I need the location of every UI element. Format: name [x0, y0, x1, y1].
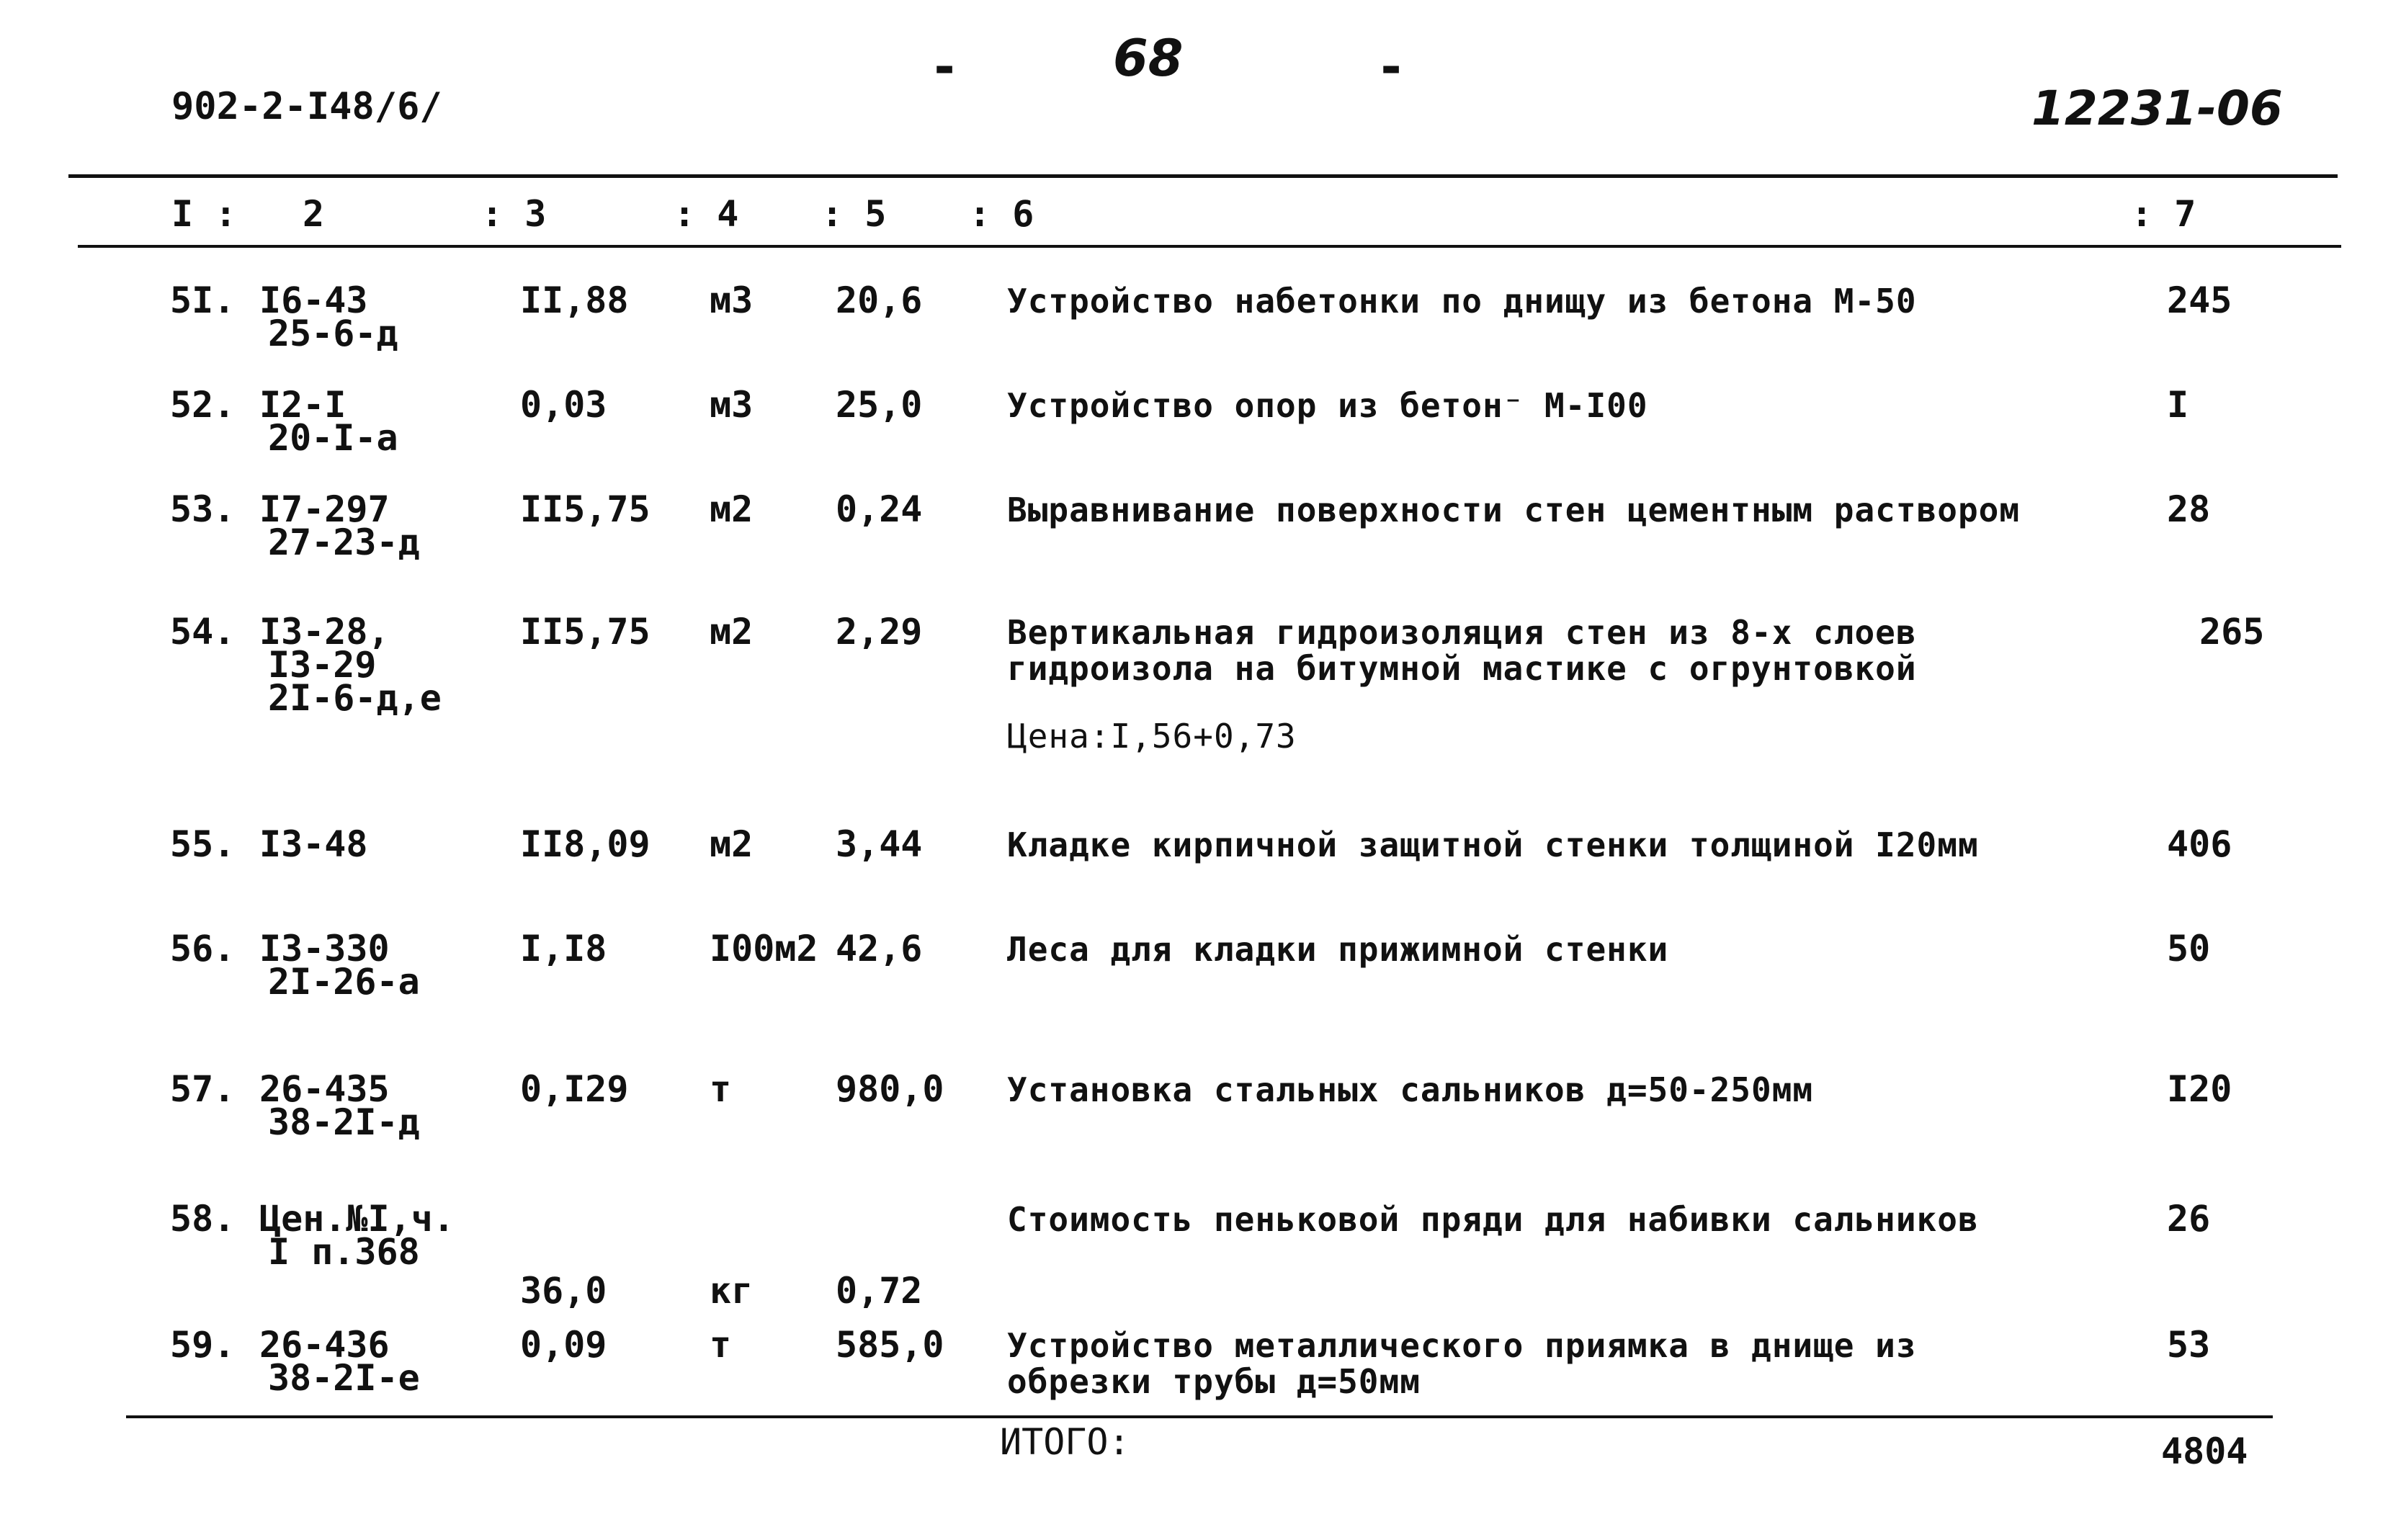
unit: м3 — [710, 384, 754, 426]
norm-code: Цен.№I,ч. — [259, 1198, 455, 1240]
top-rule — [68, 174, 2338, 178]
work-description: Леса для кладки прижимной стенки — [1007, 930, 1669, 969]
norm-code-secondary: I п.368 — [268, 1231, 420, 1273]
header-bottom-rule — [78, 245, 2341, 248]
row-total: 53 — [2167, 1324, 2211, 1366]
work-description: Устройство набетонки по днищу из бетона М-50 — [1007, 282, 1917, 321]
column-heading-6: : 6 — [969, 193, 1034, 235]
row-total: 265 — [2199, 611, 2265, 653]
work-description: Выравнивание поверхности стен цементным раствором — [1007, 491, 2021, 529]
unit-price: 0,72 — [836, 1270, 923, 1312]
archive-number: 12231-06 — [2031, 81, 2283, 136]
row-number: 59. — [170, 1324, 236, 1366]
unit: т — [710, 1068, 732, 1110]
unit: м2 — [710, 823, 754, 865]
norm-code: I7-297 — [259, 488, 390, 530]
page-dash-left: - — [929, 37, 960, 97]
norm-code-secondary: 38-2I-д — [268, 1101, 420, 1143]
row-number: 58. — [170, 1198, 236, 1240]
row-number: 54. — [170, 611, 236, 653]
unit: м2 — [710, 611, 754, 653]
norm-code: I3-28, — [259, 611, 390, 653]
unit-price: 42,6 — [836, 928, 923, 970]
quantity: II8,09 — [520, 823, 650, 865]
quantity: 0,I29 — [520, 1068, 629, 1110]
row-total: 50 — [2167, 928, 2211, 970]
column-heading-4: : 4 — [674, 193, 739, 235]
grand-total: 4804 — [2161, 1431, 2248, 1472]
work-description: Стоимость пеньковой пряди для набивки сальников — [1007, 1200, 1979, 1239]
unit-price: 20,6 — [836, 279, 923, 321]
unit-price: 25,0 — [836, 384, 923, 426]
column-heading-2: 2 — [303, 193, 325, 235]
document-code: 902-2-I48/6/ — [171, 85, 442, 128]
row-total: I20 — [2167, 1068, 2232, 1110]
row-number: 5I. — [170, 279, 236, 321]
quantity: I,I8 — [520, 928, 607, 970]
norm-code-secondary: 25-6-д — [268, 313, 398, 354]
work-description: Кладке кирпичной защитной стенки толщиной I20мм — [1007, 825, 1979, 864]
row-total: 245 — [2167, 279, 2232, 321]
unit: кг — [710, 1270, 754, 1312]
norm-code: I2-I — [259, 384, 347, 426]
row-total: I — [2167, 384, 2189, 426]
row-total: 26 — [2167, 1198, 2211, 1240]
quantity: 36,0 — [520, 1270, 607, 1312]
unit-price: 2,29 — [836, 611, 923, 653]
column-heading-7: : 7 — [2131, 193, 2196, 235]
norm-code: I3-48 — [259, 823, 368, 865]
column-heading-3: : 3 — [481, 193, 547, 235]
page-dash-right: - — [1376, 37, 1407, 97]
row-number: 53. — [170, 488, 236, 530]
row-number: 52. — [170, 384, 236, 426]
unit-price: 585,0 — [836, 1324, 944, 1366]
norm-code-secondary: I3-29 — [268, 644, 377, 686]
work-description: Вертикальная гидроизоляция стен из 8-х слоев — [1007, 613, 1917, 652]
work-description: Устройство металлического приямка в днище из — [1007, 1326, 1917, 1365]
norm-code: I3-330 — [259, 928, 390, 970]
column-heading-1: I : — [171, 193, 237, 235]
unit-price: 0,24 — [836, 488, 923, 530]
norm-code: 26-436 — [259, 1324, 390, 1366]
row-total: 28 — [2167, 488, 2211, 530]
price-note: Цена:I,56+0,73 — [1007, 717, 1297, 756]
norm-code-secondary: 2I-26-а — [268, 961, 420, 1003]
work-description: Устройство опор из бетон⁻ М-I00 — [1007, 386, 1648, 425]
quantity: II5,75 — [520, 488, 650, 530]
row-total: 406 — [2167, 823, 2232, 865]
work-description: Установка стальных сальников д=50-250мм — [1007, 1070, 1814, 1109]
norm-code-secondary: 20-I-а — [268, 417, 398, 459]
unit: м2 — [710, 488, 754, 530]
norm-code: 26-435 — [259, 1068, 390, 1110]
norm-code-secondary: 38-2I-е — [268, 1357, 420, 1399]
work-description-line2: обрезки трубы д=50мм — [1007, 1362, 1421, 1401]
quantity: 0,03 — [520, 384, 607, 426]
norm-code-tertiary: 2I-6-д,е — [268, 677, 442, 719]
unit: т — [710, 1324, 732, 1366]
quantity: II,88 — [520, 279, 629, 321]
row-number: 56. — [170, 928, 236, 970]
unit-price: 3,44 — [836, 823, 923, 865]
column-heading-5: : 5 — [821, 193, 887, 235]
row-number: 57. — [170, 1068, 236, 1110]
quantity: II5,75 — [520, 611, 650, 653]
unit: м3 — [710, 279, 754, 321]
norm-code: I6-43 — [259, 279, 368, 321]
page-number: 68 — [1113, 29, 1184, 88]
unit: I00м2 — [710, 928, 818, 970]
total-label: ИТОГО: — [1000, 1421, 1130, 1463]
norm-code-secondary: 27-23-д — [268, 521, 420, 563]
row-number: 55. — [170, 823, 236, 865]
quantity: 0,09 — [520, 1324, 607, 1366]
work-description-line2: гидроизола на битумной мастике с огрунтовкой — [1007, 649, 1917, 688]
footer-rule — [126, 1415, 2273, 1418]
unit-price: 980,0 — [836, 1068, 944, 1110]
